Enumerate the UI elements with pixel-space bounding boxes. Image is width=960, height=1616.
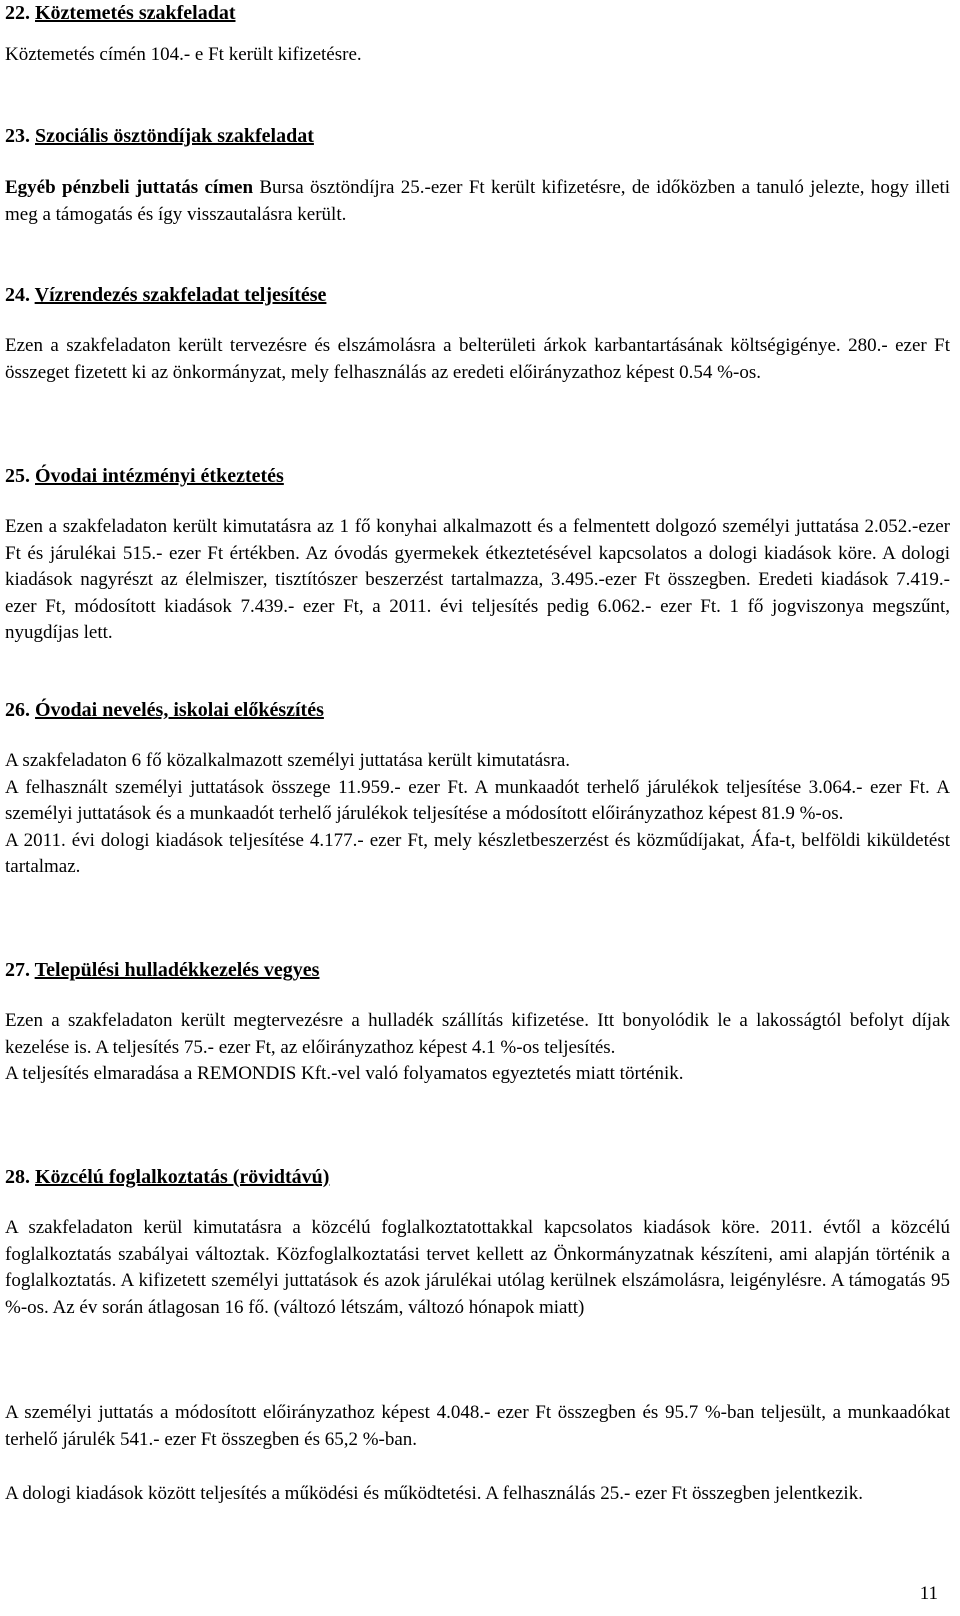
- section-24-paragraph: Ezen a szakfeladaton került tervezésre és elszámolásra a belterületi árkok karbantartásának költségigénye. 280.- ezer Ft összeget fizetett ki az önkormányzat, mely felhasználás az eredeti előirányzathoz képest 0.54 %-os.: [5, 335, 950, 383]
- section-24-title: Vízrendezés szakfeladat teljesítése: [34, 284, 327, 306]
- section-27-paragraph-1: Ezen a szakfeladaton került megtervezésre a hulladék szállítás kifizetése. Itt bonyolódik le a lakosságtól befolyt díjak kezelése is. A teljesítés 75.- ezer Ft, az előirányzathoz képest 4.1 %-os teljesítés.: [5, 1010, 950, 1058]
- section-28-paragraph-1: A szakfeladaton kerül kimutatásra a közcélú foglalkoztatottakkal kapcsolatos kiadások köre. 2011. évtől a közcélú foglalkoztatás szabályai változtak. Közfoglalkoztatási tervet kellett az Önkormányzatnak készíteni, ami alapján történik a foglalkoztatás. A kifizetett személyi juttatások és azok járulékai utólag kerülnek elszámolásra, leigénylésre. A támogatás 95 %-os. Az év során átlagosan 16 fő. (változó létszám, változó hónapok miatt): [5, 1217, 950, 1318]
- page-number: 11: [919, 1583, 938, 1604]
- section-23-title: Szociális ösztöndíjak szakfeladat: [35, 125, 314, 147]
- section-27-title: Települési hulladékkezelés vegyes: [34, 959, 320, 981]
- section-26-title: Óvodai nevelés, iskolai előkészítés: [35, 699, 324, 721]
- section-28-paragraph-3: A dologi kiadások között teljesítés a működési és működtetési. A felhasználás 25.- ezer Ft összegben jelentkezik.: [5, 1483, 863, 1504]
- section-28-number: 28.: [5, 1166, 30, 1188]
- section-28-paragraph-2: A személyi juttatás a módosított előirányzathoz képest 4.048.- ezer Ft összegben és 95.7 %-ban teljesült, a munkaadókat terhelő járulék 541.- ezer Ft összegben és 65,2 %-ban.: [5, 1402, 950, 1450]
- section-22-number: 22.: [5, 2, 30, 24]
- section-26-number: 26.: [5, 699, 30, 721]
- section-25-number: 25.: [5, 465, 30, 487]
- section-27-number: 27.: [5, 959, 30, 981]
- section-25-heading: [5, 464, 284, 488]
- section-27-body: [5, 1008, 950, 1088]
- section-28-title: Közcélú foglalkoztatás (rövidtávú): [35, 1166, 330, 1188]
- section-22-title: Köztemetés szakfeladat: [35, 2, 236, 24]
- section-22-heading: [5, 1, 236, 25]
- section-26-heading: [5, 698, 324, 722]
- section-23-heading: [5, 124, 314, 148]
- section-26-paragraph-2: A felhasznált személyi juttatások összege 11.959.- ezer Ft. A munkaadót terhelő járulékok teljesítése 3.064.- ezer Ft. A személyi juttatások és a munkaadót terhelő járulékok teljesítése a módosított előirányzathoz képest 81.9 %-os.: [5, 776, 950, 825]
- section-26-paragraph-1: A szakfeladaton 6 fő közalkalmazott személyi juttatása került kimutatásra.: [5, 750, 571, 771]
- section-26-paragraph-3: A 2011. évi dologi kiadások teljesítése 4.177.- ezer Ft, mely készletbeszerzést és közműdíjakat, Áfa-t, belföldi kiküldetést tartalmaz.: [5, 829, 950, 878]
- section-25-title: Óvodai intézményi étkeztetés: [35, 465, 284, 487]
- section-27-heading: [5, 958, 319, 982]
- section-23-bold-lead: Egyéb pénzbeli juttatás címen: [5, 177, 254, 198]
- section-23-text: Bursa ösztöndíjra 25.-ezer Ft került kifizetésre, de időközben a tanuló jelezte, hogy illeti meg a támogatás és így visszautalásra került.: [5, 177, 950, 225]
- section-26-body: [5, 748, 950, 881]
- section-22-paragraph: Köztemetés címén 104.- e Ft került kifizetésre.: [5, 44, 362, 65]
- section-28-heading: [5, 1165, 329, 1189]
- section-24-number: 24.: [5, 284, 30, 306]
- section-23-paragraph: [5, 175, 950, 228]
- section-25-paragraph: Ezen a szakfeladaton került kimutatásra az 1 fő konyhai alkalmazott és a felmentett dolgozó személyi juttatása 2.052.-ezer Ft és járulékai 515.- ezer Ft értékben. Az óvodás gyermekek étkeztetésével kapcsolatos a dologi kiadások köre. A dologi kiadások nagyrészt az élelmiszer, tisztítószer beszerzést tartalmazza, 3.495.-ezer Ft összegben. Eredeti kiadások 7.419.- ezer Ft, módosított kiadások 7.439.- ezer Ft, a 2011. évi teljesítés pedig 6.062.- ezer Ft. 1 fő jogviszonya megszűnt, nyugdíjas lett.: [5, 516, 950, 644]
- section-24-heading: [5, 283, 326, 307]
- section-23-number: 23.: [5, 125, 30, 147]
- section-27-paragraph-2: A teljesítés elmaradása a REMONDIS Kft.-vel való folyamatos egyeztetés miatt történik.: [5, 1063, 684, 1085]
